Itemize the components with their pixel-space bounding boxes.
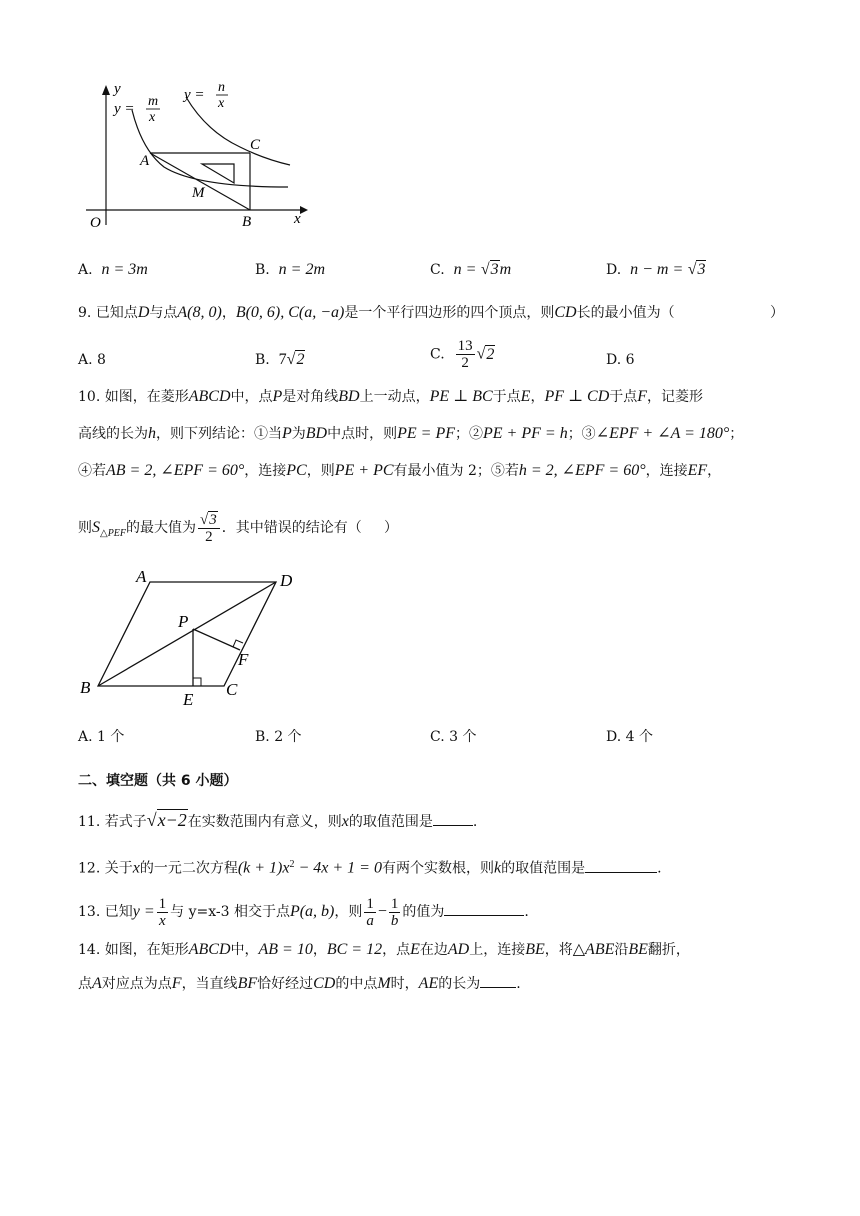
q10-option-d: D. 4 个	[606, 729, 653, 745]
q10-option-a: A. 1 个	[78, 729, 125, 745]
fig8-curve1-lhs: y =	[114, 101, 135, 117]
fig10-label-b: B	[80, 678, 91, 697]
fig8-label-x: x	[294, 211, 301, 227]
fig8-label-c: C	[250, 137, 261, 153]
q9-option-a: A. 8	[78, 352, 106, 368]
q9-option-b: B. 7√2	[255, 351, 305, 368]
section-title: 二、填空题（共 6 小题）	[78, 773, 238, 789]
fig10-label-f: F	[238, 650, 249, 669]
q12-stem: 12. 关于x的一元二次方程$(k + 1)x^2 - 4x + 1 = 0$有两个实数根，则k的取值范围是 .	[78, 859, 662, 877]
q10-option-b: B. 2 个	[255, 729, 302, 745]
q13-stem: 13. 已知y = $\frac{1}{x}$ 与 y=x-3 相交于点P(a, b)，则 $\frac{1}{a}$ − $\frac{1}{b}$ 的值为 .	[78, 895, 529, 929]
fig8-curve2-lhs: y =	[184, 87, 205, 103]
fig10-label-e: E	[183, 690, 194, 709]
q14-line2: 点A对应点为点F，当直线BF恰好经过CD的中点M时，AE的长为 .	[78, 975, 521, 992]
q8-option-b: B. n = 2m	[255, 261, 326, 278]
q8-option-a: A. n = 3m	[78, 261, 148, 278]
fig8-label-m: M	[192, 185, 205, 201]
fig10-label-d: D	[280, 571, 293, 590]
fig8-label-a: A	[140, 153, 150, 169]
fig10-label-c: C	[226, 680, 238, 699]
q10-line3: ④若AB = 2, ∠EPF = 60°，连接PC，则PE + PC有最小值为 2；⑤若h = 2, ∠EPF = 60°，连接EF，	[78, 462, 722, 479]
q8-option-c: C. n = √3m	[430, 261, 512, 278]
fig8-label-o: O	[90, 215, 101, 231]
fig8-curve1-den: x	[149, 110, 156, 125]
q12-answer-blank[interactable]	[585, 858, 657, 873]
q10-figure	[76, 566, 316, 716]
q10-option-c: C. 3 个	[430, 729, 477, 745]
q11-answer-blank[interactable]	[433, 811, 473, 826]
q9-stem: 9. 已知点D与点A(8, 0)，B(0, 6), C(a, −a)是一个平行四边形的四个顶点，则CD长的最小值为（	[78, 304, 675, 321]
fig10-label-a: A	[136, 567, 147, 586]
q8-option-d: D. n − m = √3	[606, 261, 706, 278]
q14-line1: 14. 如图，在矩形ABCD中，AB = 10，BC = 12，点E在边AD上，连接BE，将△ABE沿BE翻折，	[78, 941, 690, 958]
fig8-curve2-den: x	[218, 96, 225, 111]
q10-line2: 高线的长为h，则下列结论：①当P为BD中点时，则PE = PF；②PE + PF = h；③∠EPF + ∠A = 180°；	[78, 425, 744, 442]
q9-close-paren: ）	[770, 305, 784, 321]
q10-line4: 则$S_{\triangle PEF}$的最大值为 $\frac{√3}{2}$ ．其中错误的结论有（ ）	[78, 511, 399, 545]
q10-line1: 10. 如图，在菱形ABCD中，点P是对角线BD上一动点，PE ⊥ BC于点E，PF ⊥ CD于点F，记菱形	[78, 388, 704, 405]
q9-option-d: D. 6	[606, 352, 635, 368]
fig8-label-b: B	[242, 214, 252, 230]
fig8-curve2-num: n	[218, 80, 225, 95]
q8-figure	[78, 75, 318, 235]
q9-option-c: C. $\frac{13}{2}$ √2	[430, 338, 495, 371]
q14-answer-blank[interactable]	[480, 973, 516, 988]
fig10-label-p: P	[178, 612, 189, 631]
q11-stem: 11. 若式子√x−2在实数范围内有意义，则x的取值范围是 .	[78, 810, 478, 830]
q13-answer-blank[interactable]	[444, 901, 524, 916]
fig8-label-y: y	[114, 81, 121, 97]
fig8-curve1-num: m	[148, 94, 159, 109]
